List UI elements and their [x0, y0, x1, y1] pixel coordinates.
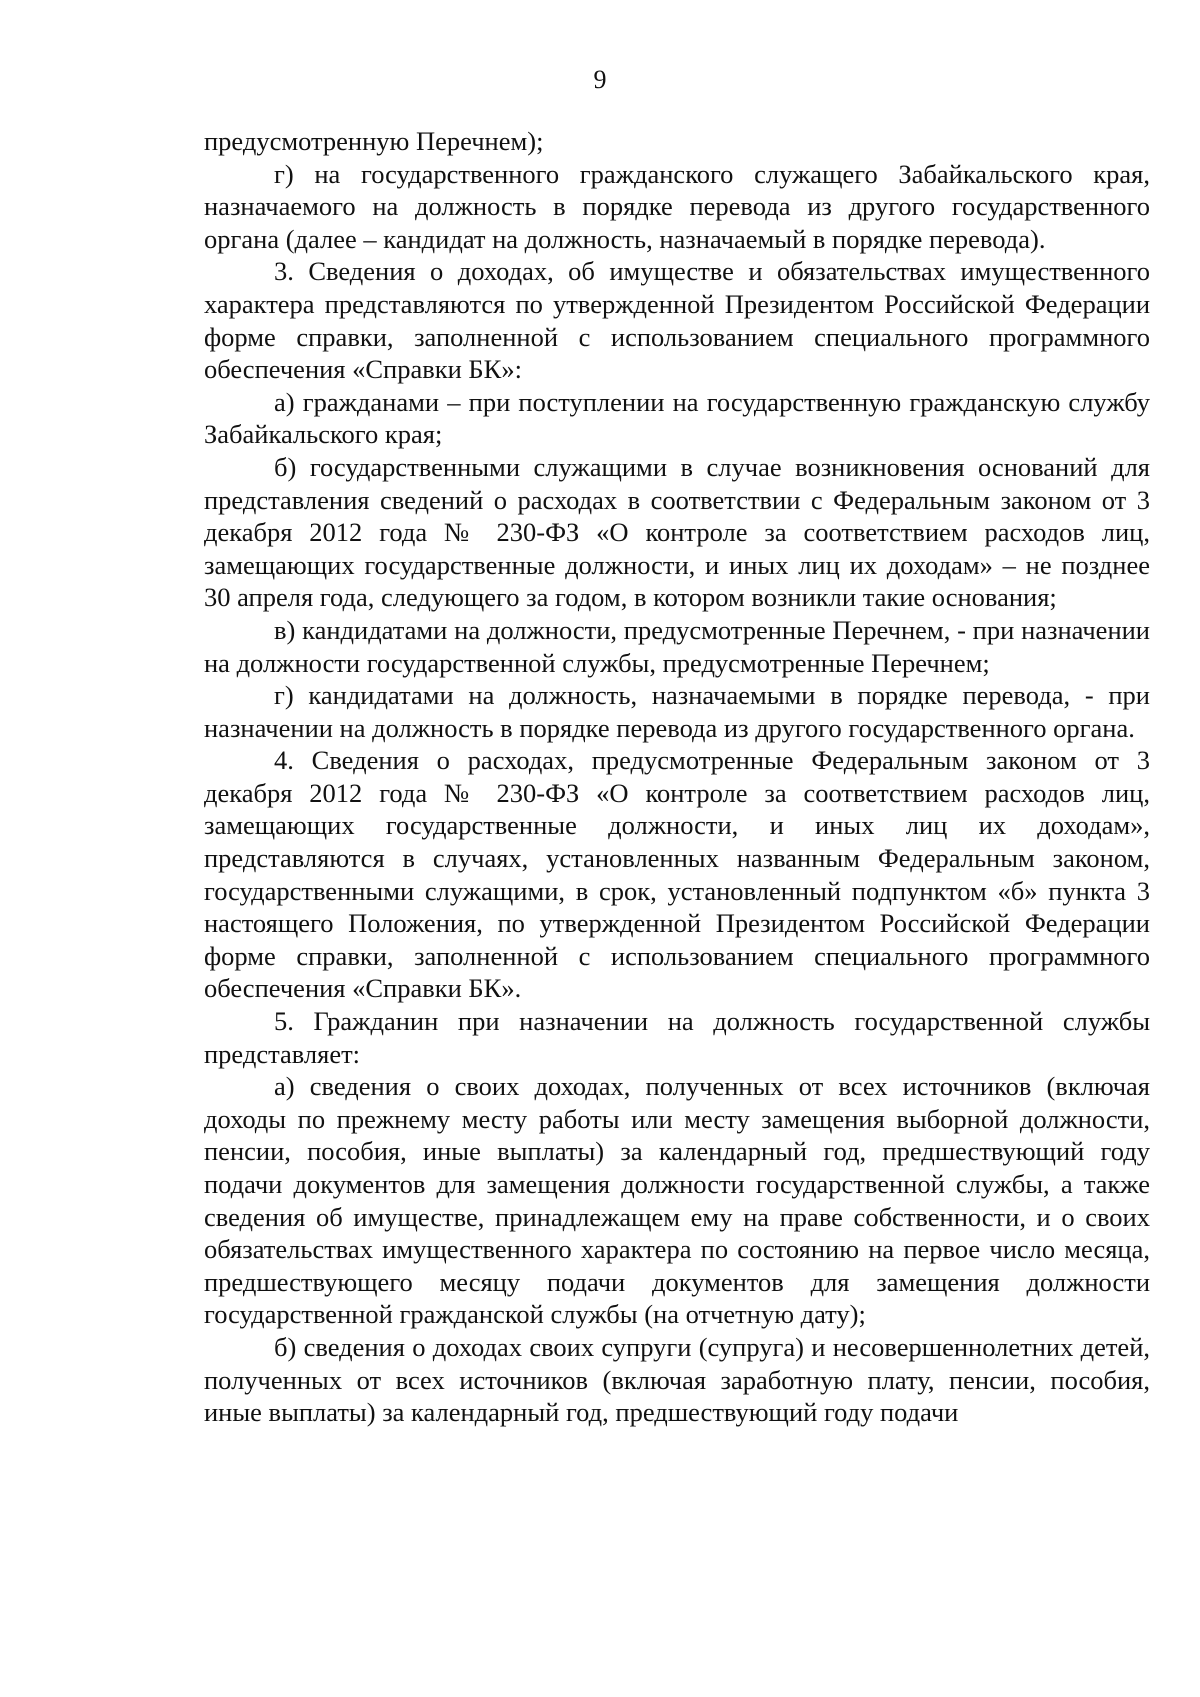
paragraph: г) на государственного гражданского служащего Забайкальского края, назначаемого на должность в порядке перевода из другого государственного органа (далее – кандидат на должность, назначаемый в порядке перевода).	[204, 158, 1150, 254]
paragraph: г) кандидатами на должность, назначаемыми в порядке перевода, - при назначении на должность в порядке перевода из другого государственного органа.	[204, 680, 1150, 743]
paragraph: предусмотренную Перечнем);	[204, 126, 544, 156]
paragraph: б) сведения о доходах своих супруги (супруга) и несовершеннолетних детей, полученных от всех источников (включая заработную плату, пенсии, пособия, иные выплаты) за календарный год, предшествующий году подачи	[204, 1331, 1150, 1428]
paragraph: б) государственными служащими в случае возникновения оснований для представления сведений о расходах в соответствии с Федеральным законом от 3 декабря 2012 года № 230-ФЗ «О контроле за соответствием расходов лиц, замещающих государственные должности, и иных лиц их доходам» – не позднее 30 апреля года, следующего за годом, в котором возникли такие основания;	[204, 451, 1150, 613]
paragraph: а) сведения о своих доходах, полученных от всех источников (включая доходы по прежнему месту работы или месту замещения выборной должности, пенсии, пособия, иные выплаты) за календарный год, предшествующий году подачи документов для замещения должности государственной службы, а также сведения об имуществе, принадлежащем ему на праве собственности, и о своих обязательствах имущественного характера по состоянию на первое число месяца, предшествующего месяцу подачи документов для замещения должности государственной гражданской службы (на отчетную дату);	[204, 1071, 1150, 1330]
paragraph: 5. Гражданин при назначении на должность государственной службы представляет:	[204, 1006, 1150, 1069]
paragraph: 4. Сведения о расходах, предусмотренные Федеральным законом от 3 декабря 2012 года № 230-ФЗ «О контроле за соответствием расходов лиц, замещающих государственные должности, и иных лиц их доходам», представляются в случаях, установленных названным Федеральным законом, государственными служащими, в срок, установленный подпунктом «б» пункта 3 настоящего Положения, по утвержденной Президентом Российской Федерации форме справки, заполненной с использованием специального программного обеспечения «Справки БК».	[204, 745, 1150, 1004]
document-body	[204, 125, 1150, 1429]
paragraph: 3. Сведения о доходах, об имуществе и обязательствах имущественного характера представляются по утвержденной Президентом Российской Федерации форме справки, заполненной с использованием специального программного обеспечения «Справки БК»:	[204, 256, 1150, 385]
paragraph: а) гражданами – при поступлении на государственную гражданскую службу Забайкальского края;	[204, 386, 1150, 450]
page-number: 9	[593, 65, 607, 94]
paragraph: в) кандидатами на должности, предусмотренные Перечнем, - при назначении на должности государственной службы, предусмотренные Перечнем;	[204, 614, 1150, 678]
